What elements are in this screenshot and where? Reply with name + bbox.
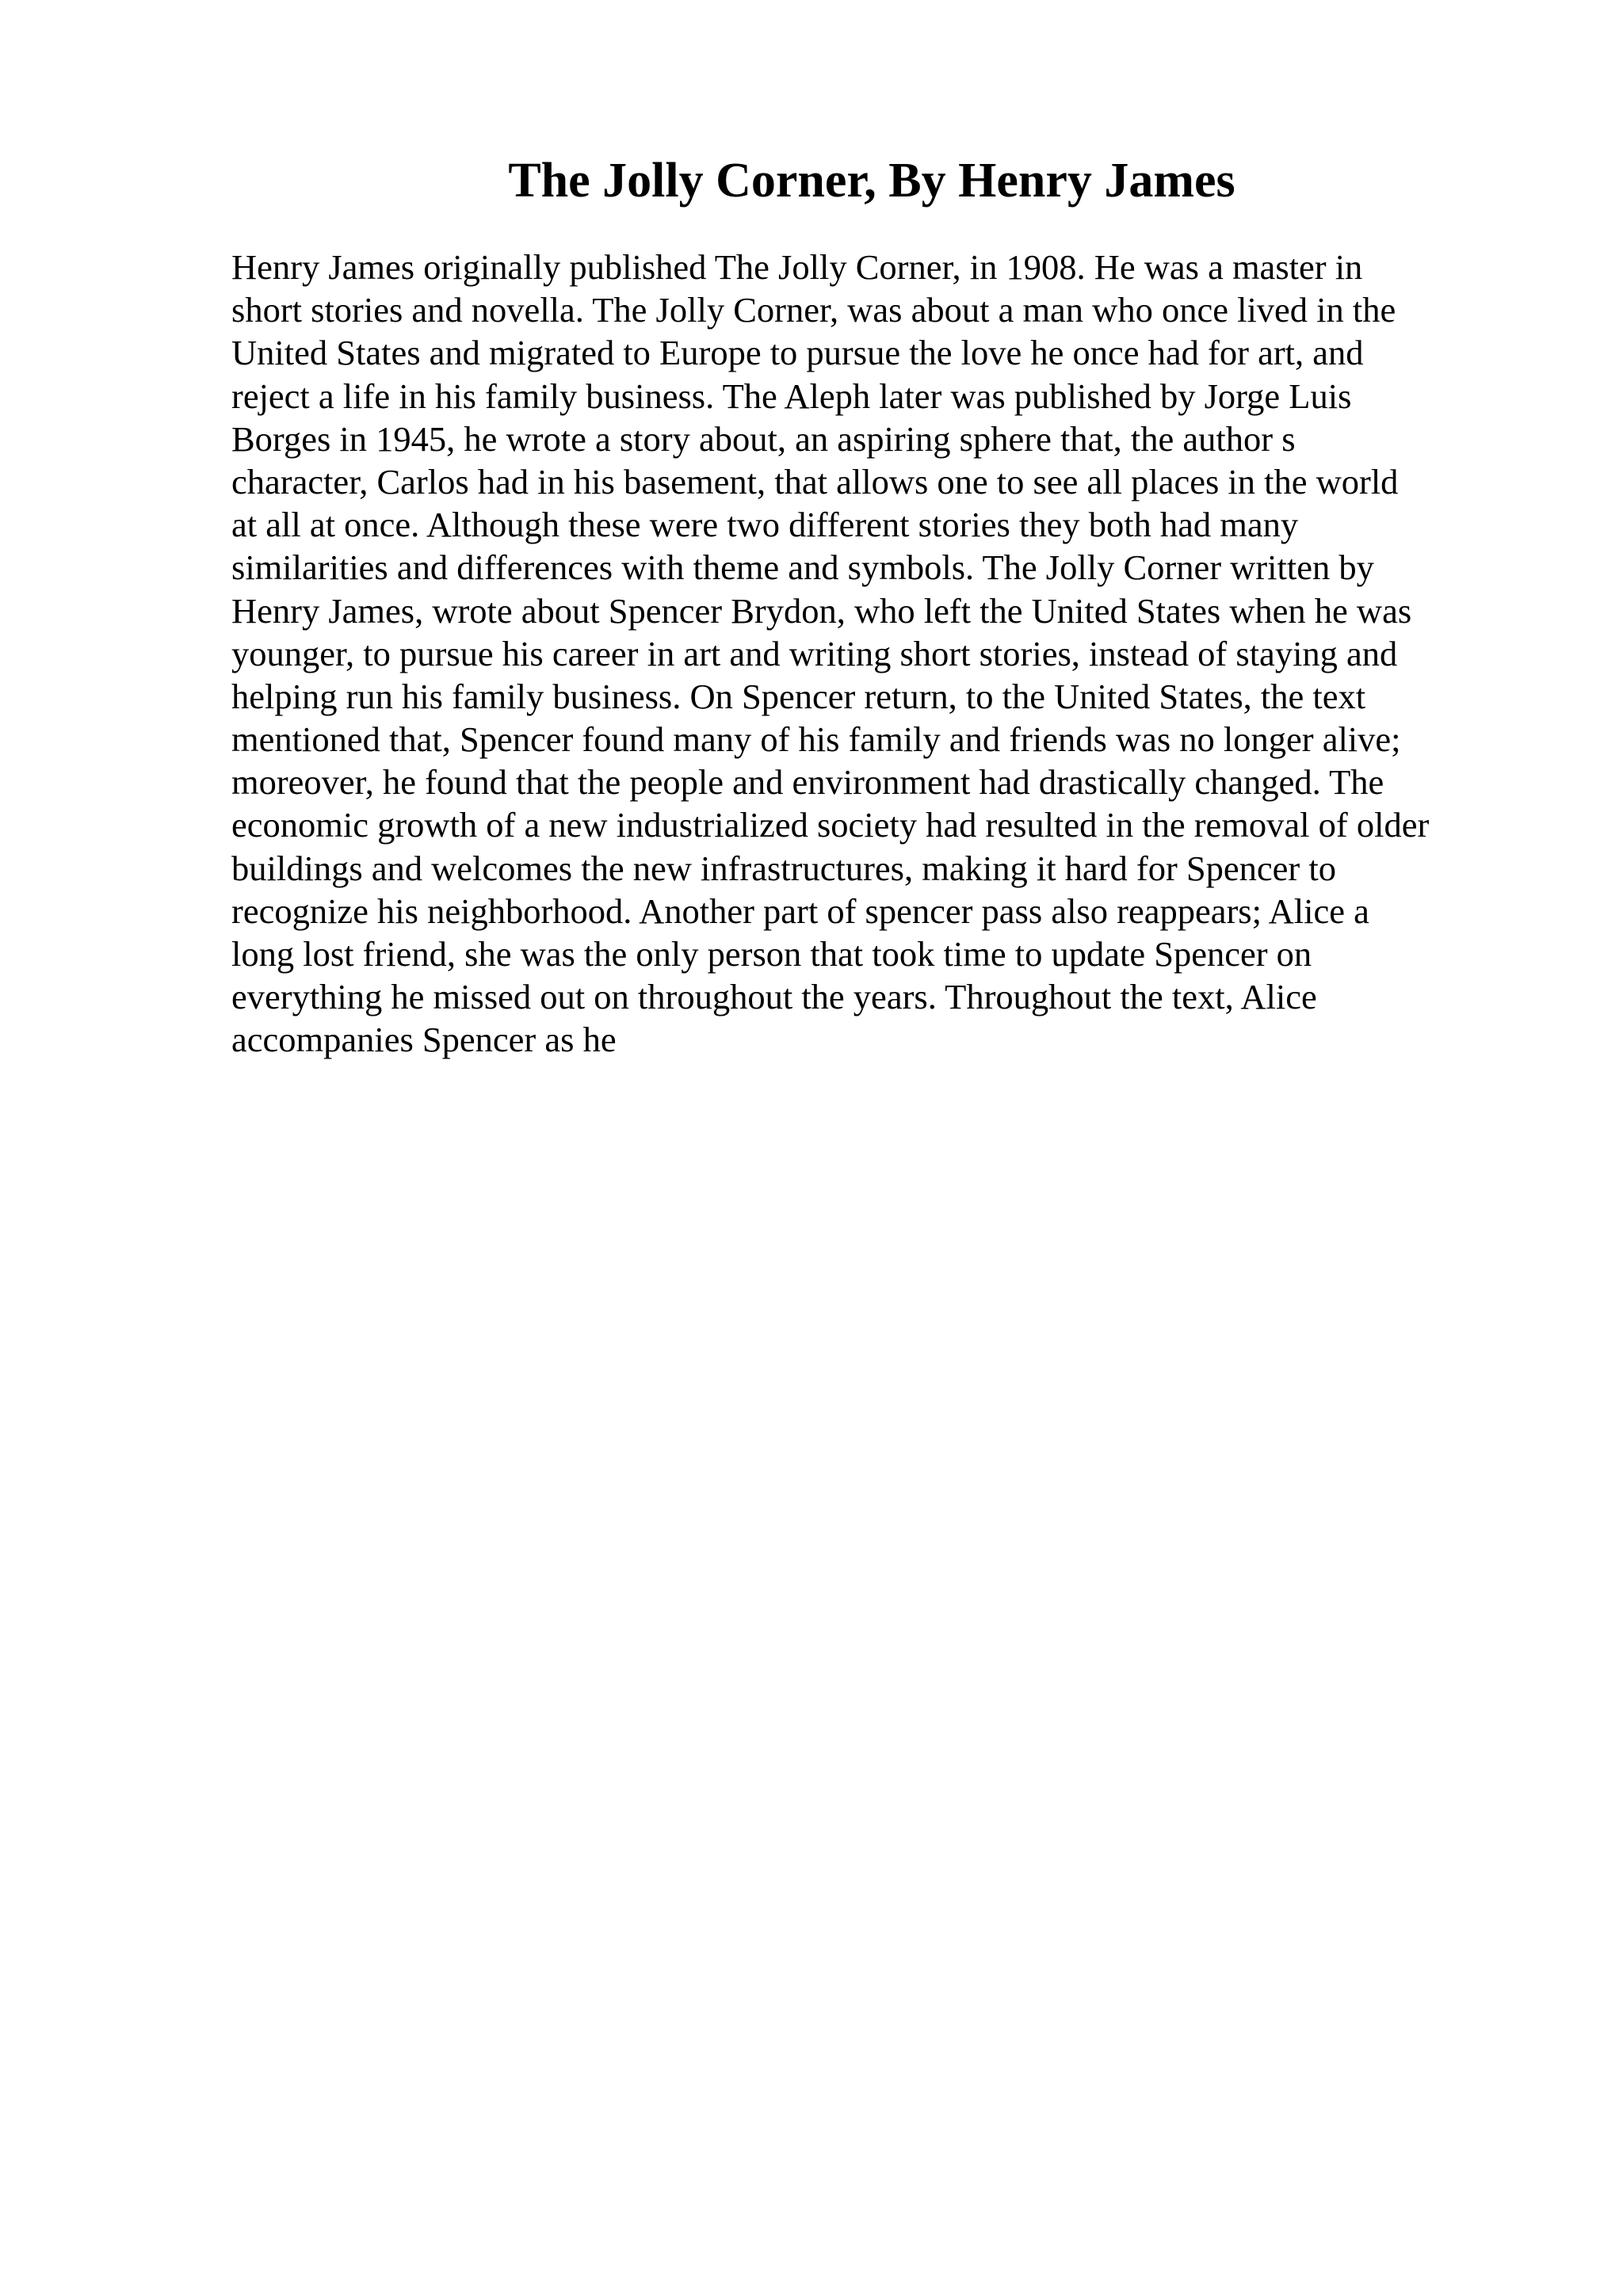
text-line: economic growth of a new industrialized society had resulted in the removal of older: [231, 805, 1430, 845]
text-line: moreover, he found that the people and environment had drastically changed. The: [231, 762, 1384, 803]
text-line: younger, to pursue his career in art and writing short stories, instead of staying and: [231, 633, 1398, 673]
text-line: short stories and novella. The Jolly Corner, was about a man who once lived in the: [231, 290, 1396, 330]
text-line: recognize his neighborhood. Another part of spencer pass also reappears; Alice a: [231, 891, 1369, 931]
body-paragraph: [231, 246, 1515, 1062]
text-line: character, Carlos had in his basement, that allows one to see all places in the world: [231, 461, 1399, 502]
text-line: at all at once. Although these were two different stories they both had many: [231, 505, 1299, 545]
text-line: helping run his family business. On Spencer return, to the United States, the text: [231, 676, 1366, 716]
text-line: mentioned that, Spencer found many of his family and friends was no longer alive;: [231, 719, 1401, 760]
text-line: Borges in 1945, he wrote a story about, an aspiring sphere that, the author s: [231, 418, 1296, 459]
text-line: Henry James originally published The Jolly Corner, in 1908. He was a master in: [231, 247, 1363, 287]
text-line: United States and migrated to Europe to pursue the love he once had for art, and: [231, 333, 1364, 373]
text-line: similarities and differences with theme and symbols. The Jolly Corner written by: [231, 547, 1374, 588]
text-line: buildings and welcomes the new infrastructures, making it hard for Spencer to: [231, 848, 1336, 888]
text-line: long lost friend, she was the only person that took time to update Spencer on: [231, 934, 1312, 974]
text-line: reject a life in his family business. The Aleph later was published by Jorge Luis: [231, 376, 1352, 416]
text-line: everything he missed out on throughout the years. Throughout the text, Alice: [231, 977, 1317, 1017]
text-line: accompanies Spencer as he: [231, 1020, 617, 1060]
text-line: Henry James, wrote about Spencer Brydon, who left the United States when he was: [231, 590, 1412, 631]
document-title: The Jolly Corner, By Henry James: [508, 154, 1235, 208]
